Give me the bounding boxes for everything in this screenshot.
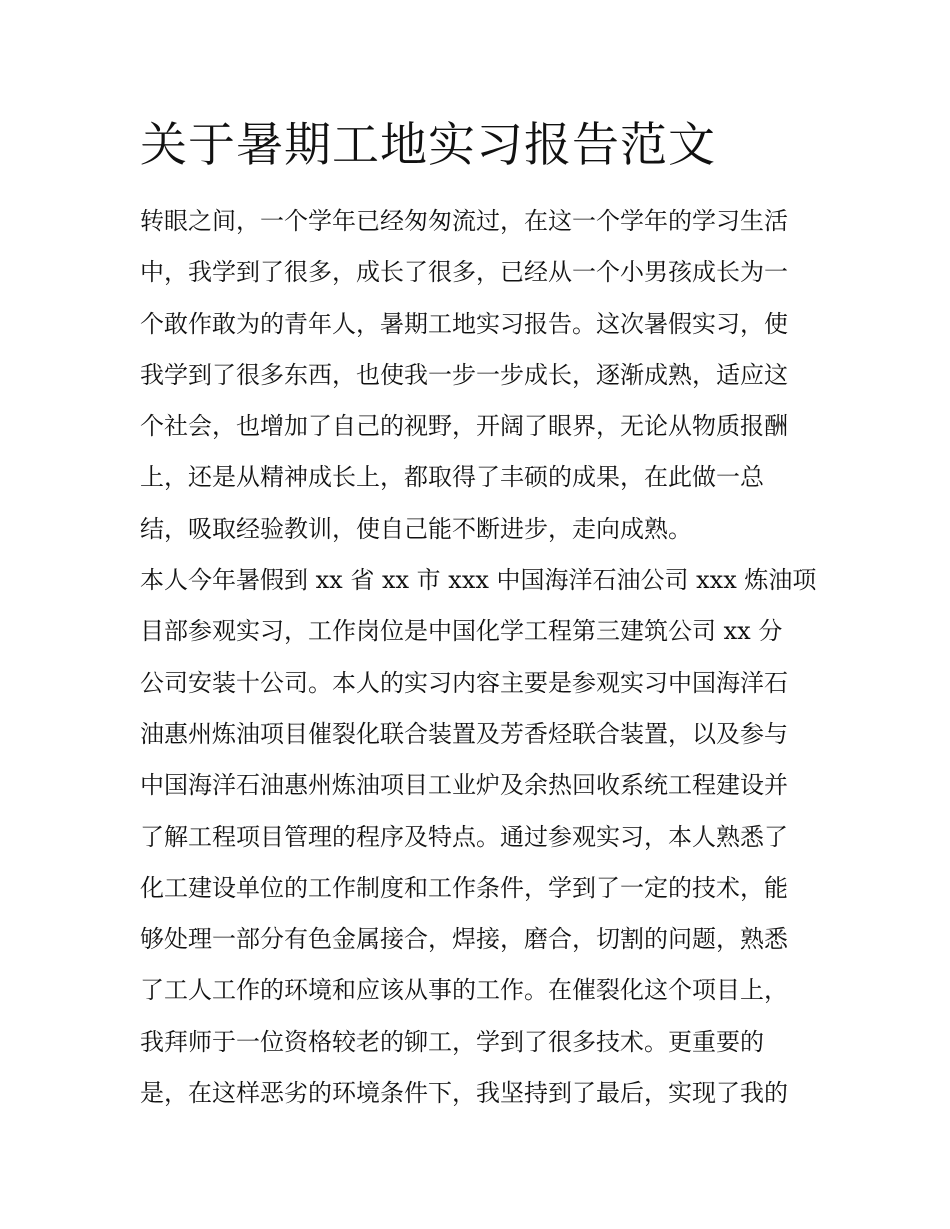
- text-line: 我学到了很多东西，也使我一步一步成长，逐渐成熟，适应这: [140, 360, 788, 389]
- text-line: 目部参观实习，工作岗位是中国化学工程第三建筑公司 xx 分: [140, 617, 783, 646]
- text-line: 了工人工作的环境和应该从事的工作。在催裂化这个项目上，: [140, 976, 788, 1005]
- text-line: 我拜师于一位资格较老的铆工，学到了很多技术。更重要的: [140, 1027, 764, 1056]
- text-line: 公司安装十公司。本人的实习内容主要是参观实习中国海洋石: [140, 668, 788, 697]
- text-line: 中国海洋石油惠州炼油项目工业炉及余热回收系统工程建设并: [140, 771, 788, 800]
- text-line: 上，还是从精神成长上，都取得了丰硕的成果，在此做一总: [140, 463, 764, 492]
- text-line: 油惠州炼油项目催裂化联合装置及芳香烃联合装置，以及参与: [140, 719, 788, 748]
- text-line: 化工建设单位的工作制度和工作条件，学到了一定的技术，能: [140, 873, 788, 902]
- text-line: 结，吸取经验教训，使自己能不断进步，走向成熟。: [140, 514, 692, 543]
- document-body: [140, 196, 820, 1119]
- text-line: 个敢作敢为的青年人，暑期工地实习报告。这次暑假实习，使: [140, 309, 788, 338]
- text-line: 转眼之间，一个学年已经匆匆流过，在这一个学年的学习生活: [140, 207, 788, 235]
- text-line: 个社会，也增加了自己的视野，开阔了眼界，无论从物质报酬: [140, 412, 788, 441]
- document-title: 关于暑期工地实习报告范文: [140, 118, 716, 173]
- paragraph-internship-details: [140, 555, 820, 1119]
- paragraph-intro: [140, 196, 820, 555]
- text-line: 了解工程项目管理的程序及特点。通过参观实习，本人熟悉了: [140, 822, 788, 851]
- text-line: 本人今年暑假到 xx 省 xx 市 xxx 中国海洋石油公司 xxx 炼油项: [140, 566, 817, 595]
- text-line: 是，在这样恶劣的环境条件下，我坚持到了最后，实现了我的: [140, 1079, 788, 1108]
- text-line: 中，我学到了很多，成长了很多，已经从一个小男孩成长为一: [140, 258, 788, 287]
- text-line: 够处理一部分有色金属接合，焊接，磨合，切割的问题，熟悉: [140, 925, 788, 954]
